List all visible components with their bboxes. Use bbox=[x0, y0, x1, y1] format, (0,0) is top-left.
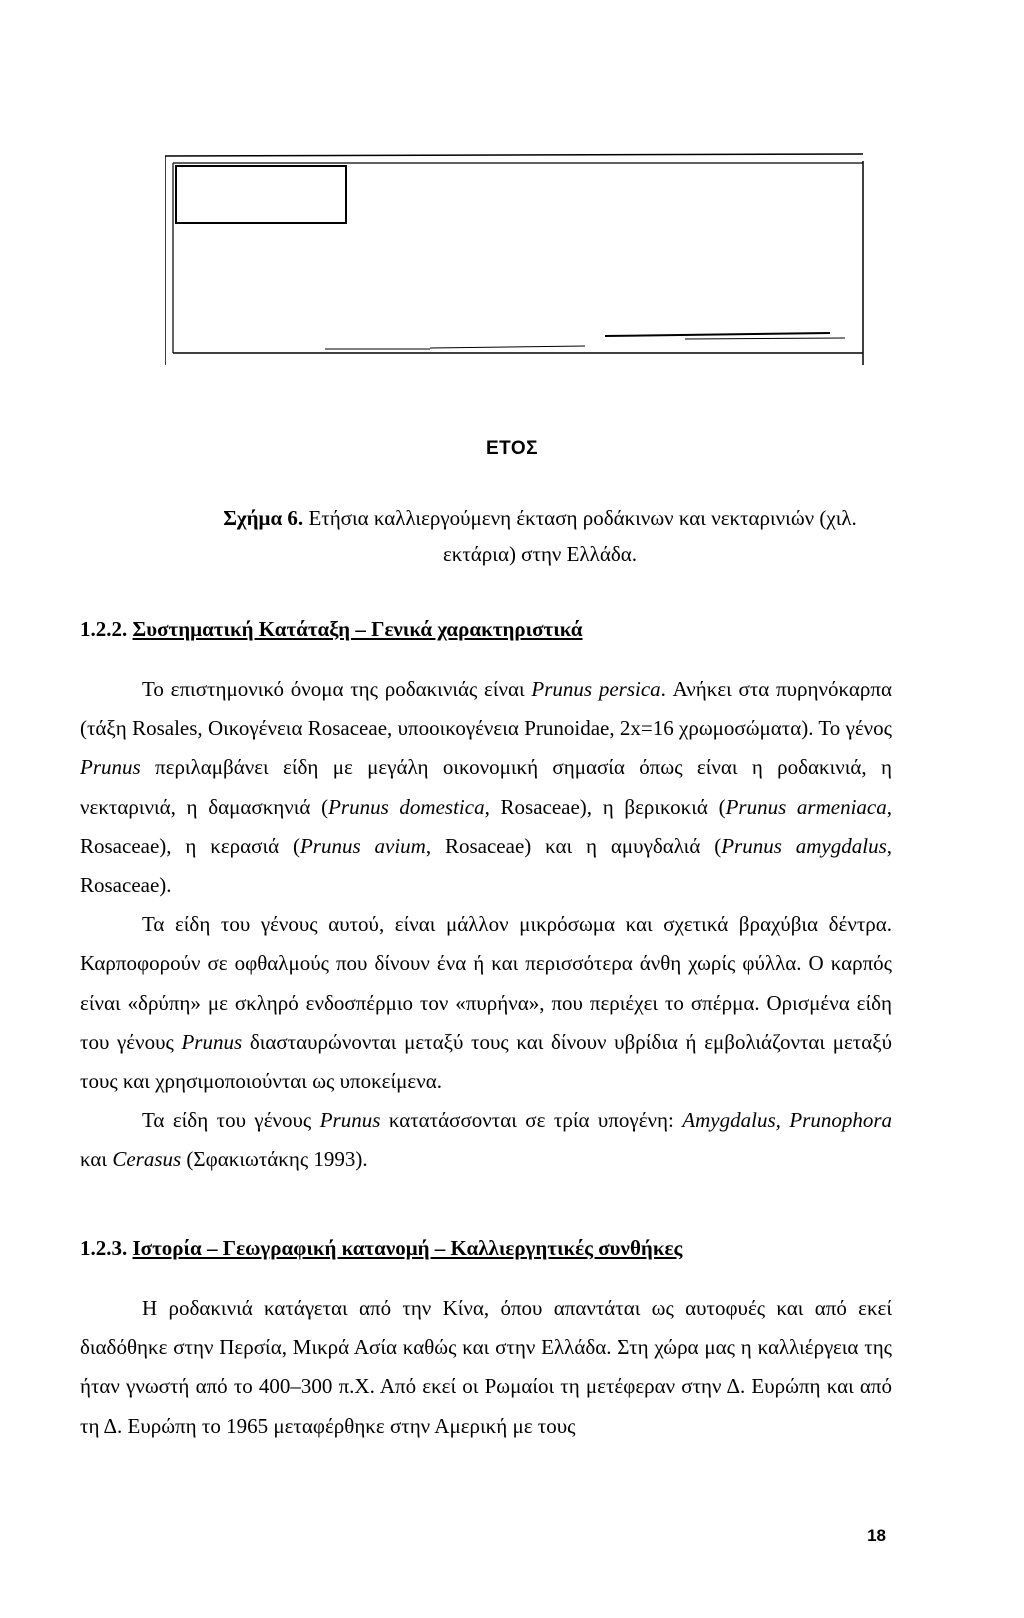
series-line-segment bbox=[685, 338, 845, 339]
italic-term: Amygdalus, Prunophora bbox=[682, 1108, 892, 1133]
text-run: κατατάσσονται σε τρία υπογένη: bbox=[380, 1108, 683, 1133]
text-run: και bbox=[80, 1147, 113, 1172]
italic-term: Prunus armeniaca bbox=[725, 794, 887, 819]
paragraph-characteristics bbox=[80, 905, 892, 1101]
text-run: Το επιστημονικό όνομα της ροδακινιάς είναι bbox=[142, 677, 532, 701]
section-number: 1.2.2. bbox=[80, 617, 128, 641]
text-run: διασταυρώνονται μεταξύ τους και δίνουν υβρίδια ή εμβολιάζονται μεταξύ τους και χρησιμοποιούνται ως υποκείμενα. bbox=[80, 1029, 892, 1094]
text-run: (Σφακιωτάκης 1993). bbox=[181, 1147, 368, 1172]
section-title: Συστηματική Κατάταξη – Γενικά χαρακτηριστικά bbox=[132, 617, 583, 641]
section-1-2-3-body bbox=[80, 1289, 892, 1446]
italic-term: Prunus bbox=[319, 1108, 381, 1133]
section-heading-1-2-2 bbox=[80, 617, 583, 642]
text-run: Τα είδη του γένους bbox=[142, 1108, 320, 1133]
paragraph-history: Η ροδακινιά κατάγεται από την Κίνα, όπου απαντάται ως αυτοφυές και από εκεί διαδόθηκε στην Περσία, Μικρά Ασία καθώς και στην Ελλάδα. Στη χώρα μας η καλλιέργεια της ήταν γνωστή από το 400–300 π.Χ. Από εκεί οι Ρωμαίοι τη μετέφεραν στην Δ. Ευρώπη και από τη Δ. Ευρώπη το 1965 μεταφέρθηκε στην Αμερική με τους bbox=[80, 1296, 892, 1438]
legend-box bbox=[176, 166, 346, 223]
text-run: , Rosaceae) και η αμυγδαλιά ( bbox=[425, 833, 722, 858]
text-run: , Rosaceae), η βερικοκιά ( bbox=[484, 794, 726, 819]
figure-chart-fragment bbox=[165, 153, 865, 365]
section-heading-1-2-3 bbox=[80, 1236, 682, 1261]
italic-term: Cerasus bbox=[112, 1147, 182, 1172]
italic-term: Prunus avium bbox=[299, 833, 426, 858]
section-title: Ιστορία – Γεωγραφική κατανομή – Καλλιεργητικές συνθήκες bbox=[132, 1236, 683, 1260]
italic-term: Prunus amygdalus bbox=[721, 833, 887, 858]
text-run: , Rosaceae), η κερασιά ( bbox=[80, 794, 892, 858]
section-1-2-2-body bbox=[80, 670, 892, 1180]
figure-caption bbox=[210, 500, 870, 572]
series-line-segment bbox=[605, 333, 830, 336]
paragraph-subgenera bbox=[80, 1101, 892, 1179]
figure-caption-text: Ετήσια καλλιεργούμενη έκταση ροδάκινων και νεκταρινιών (χιλ. εκτάρια) στην Ελλάδα. bbox=[308, 506, 857, 566]
text-run: . Ανήκει στα πυρηνόκαρπα (τάξη Rosales, Οικογένεια Rosaceae, υποοικογένεια Prunoidae, 2x=16 χρωμοσώματα). Το γένος bbox=[80, 677, 892, 741]
chart-frame-svg bbox=[165, 153, 865, 365]
page-number: 18 bbox=[867, 1526, 886, 1545]
italic-term: Prunus persica bbox=[531, 677, 661, 701]
series-line-segment bbox=[430, 346, 585, 348]
x-axis-title: ΕΤΟΣ bbox=[485, 438, 539, 459]
italic-term: Prunus bbox=[181, 1029, 243, 1054]
text-run: Τα είδη του γένους αυτού, είναι μάλλον μικρόσωμα και σχετικά βραχύβια δέντρα. Καρποφορούν σε οφθαλμούς που δίνουν ένα ή και περισσότερα άνθη χωρίς φύλλα. Ο καρπός είναι «δρύπη» με σκληρό ενδοσπέρμιο τον «πυρήνα», που περιέχει το σπέρμα. Ορισμένα είδη του γένους bbox=[80, 912, 892, 1054]
text-run: περιλαμβάνει είδη με μεγάλη οικονομική σημασία όπως είναι η ροδακινιά, η νεκταρινιά, η δαμασκηνιά ( bbox=[80, 755, 892, 819]
italic-term: Prunus domestica bbox=[328, 794, 485, 819]
section-number: 1.2.3. bbox=[80, 1236, 128, 1260]
text-run: , Rosaceae). bbox=[80, 833, 892, 898]
italic-term: Prunus bbox=[80, 755, 141, 780]
paragraph-classification bbox=[80, 670, 892, 905]
figure-caption-label: Σχήμα 6. bbox=[223, 506, 304, 530]
frame-top-line bbox=[165, 154, 863, 156]
